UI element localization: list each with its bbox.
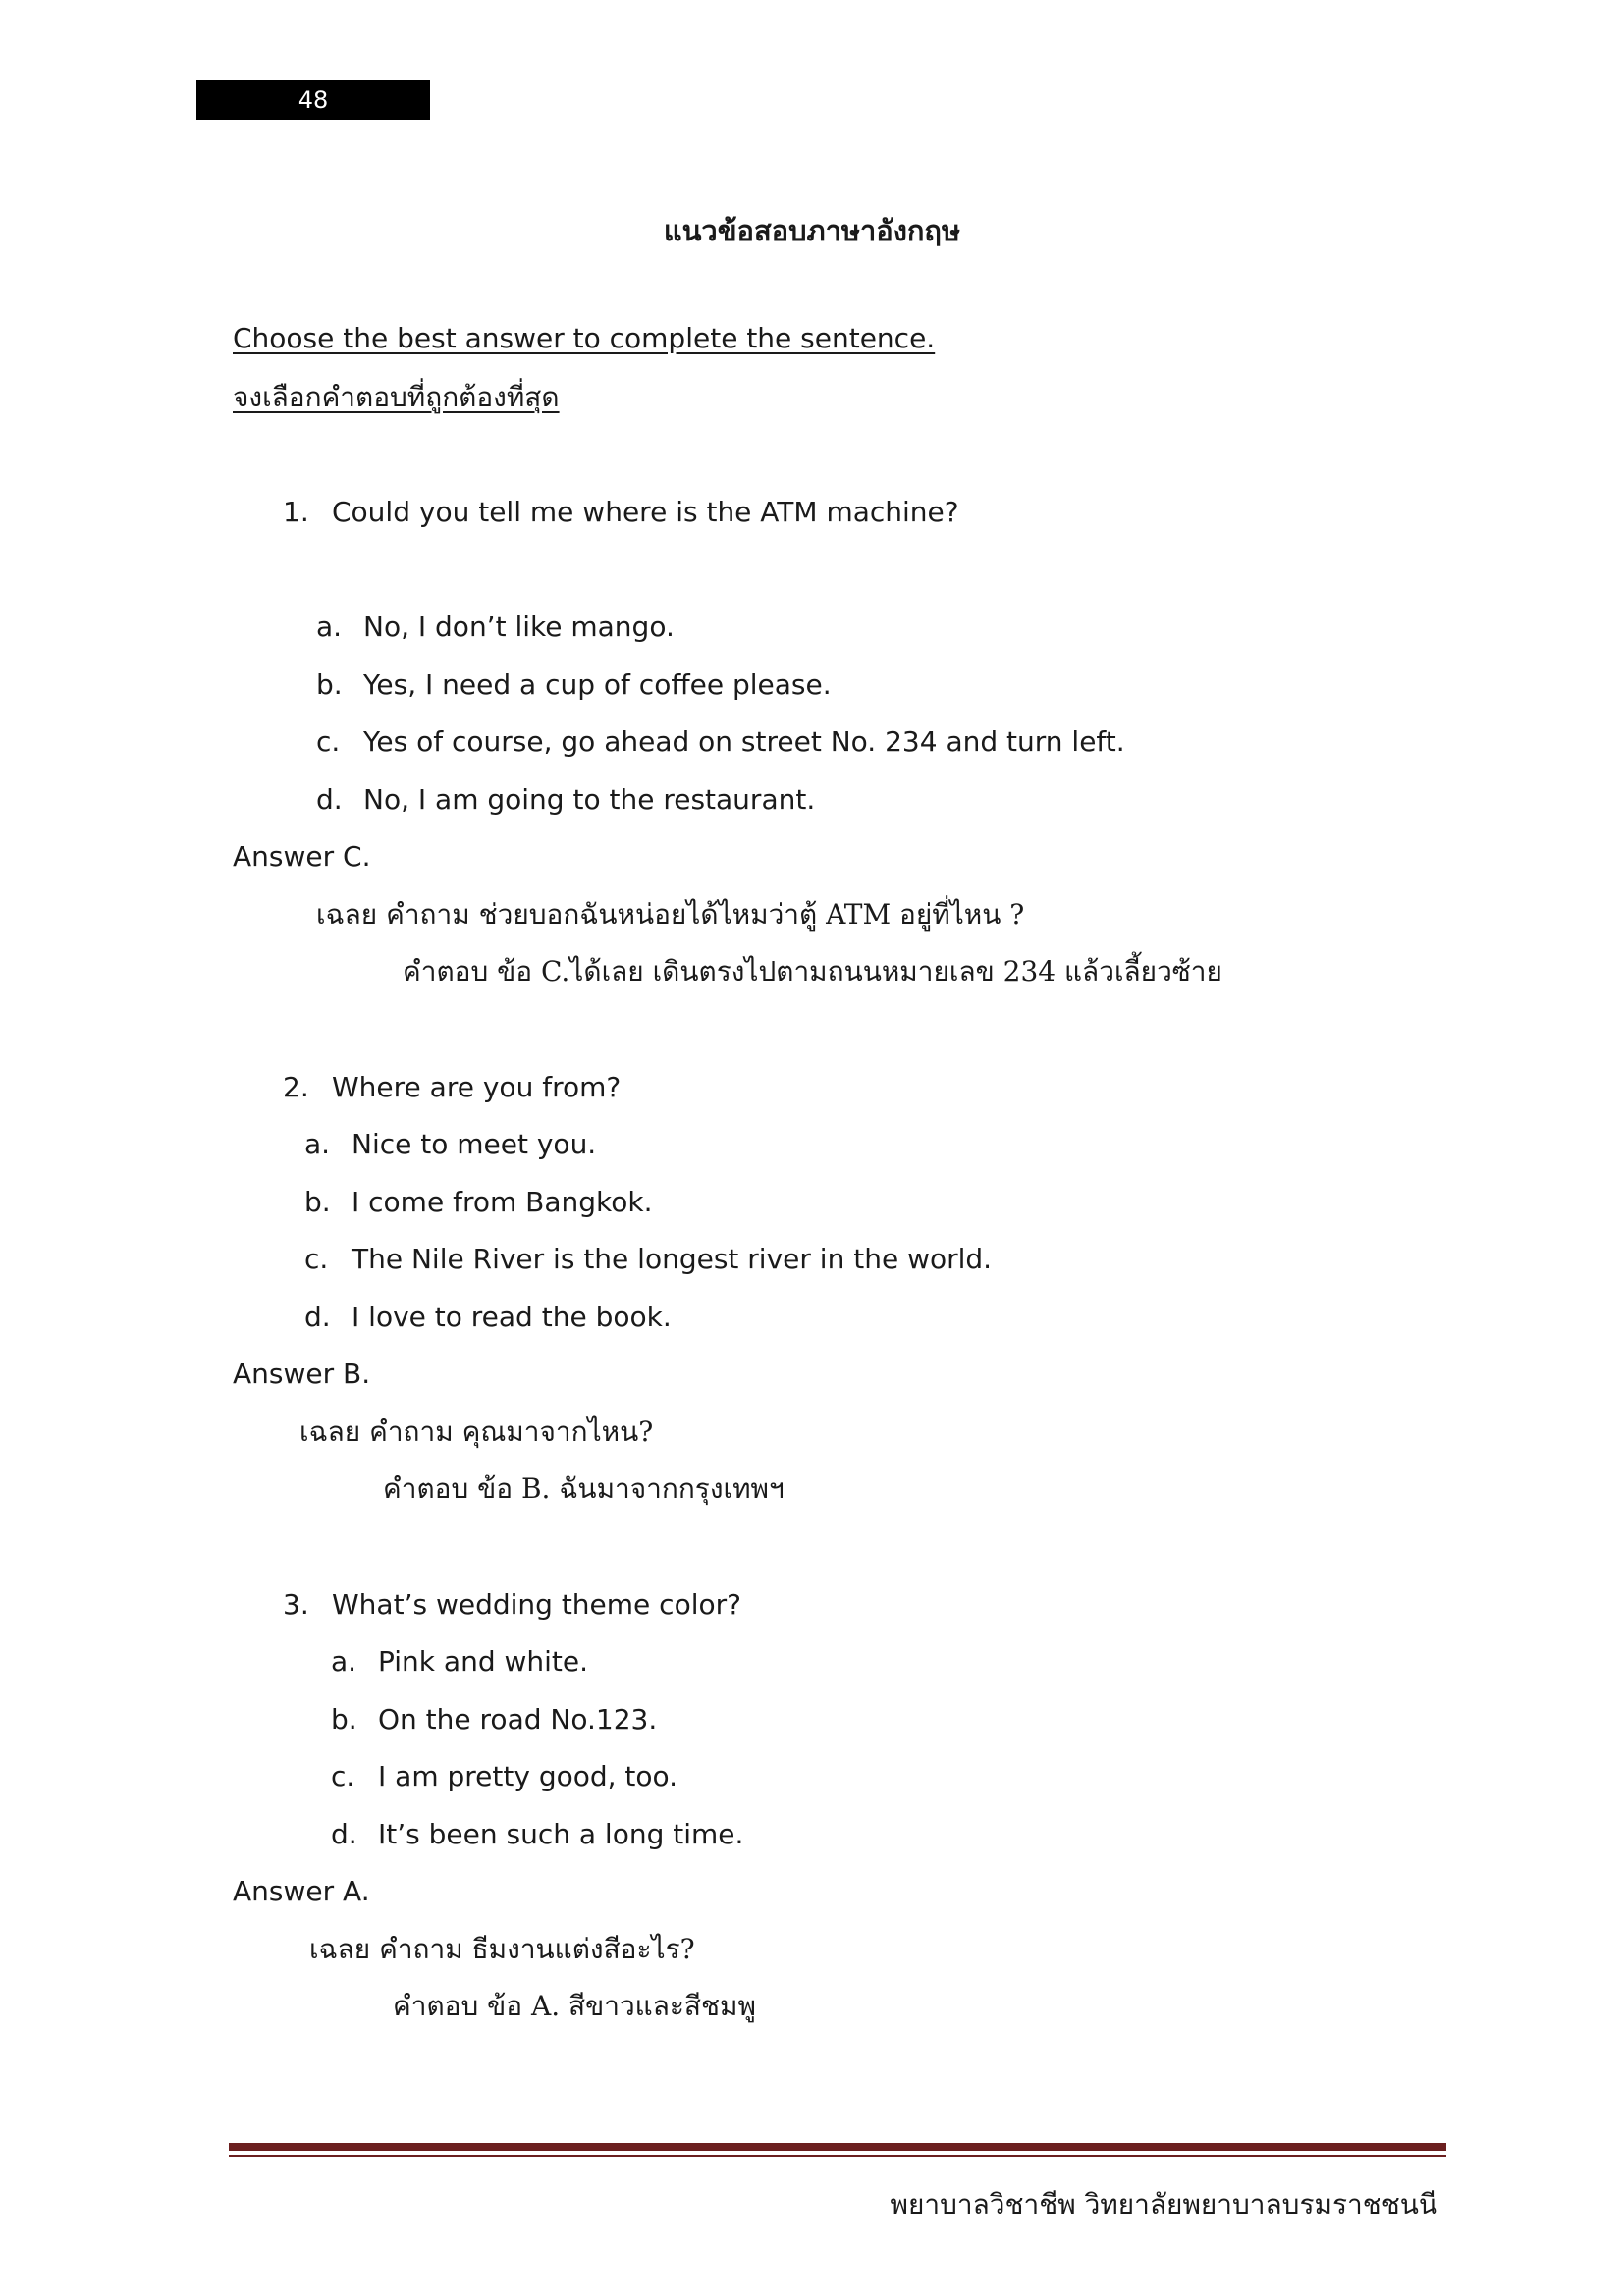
option-label: d. (304, 1301, 331, 1333)
instruction-thai: จงเลือกคำตอบที่ถูกต้องที่สุด (233, 381, 560, 413)
document-title: แนวข้อสอบภาษาอังกฤษ (663, 214, 961, 247)
option-3d (331, 1815, 743, 1854)
explain-question-2: เฉลย คำถาม คุณมาจากไหน? (299, 1415, 654, 1448)
option-text: Yes, I need a cup of coffee please. (363, 668, 832, 701)
option-text: No, I don’t like mango. (363, 611, 675, 643)
option-text: Yes of course, go ahead on street No. 234 and turn left. (363, 725, 1125, 758)
question-number: 1. (283, 496, 309, 528)
option-2c (304, 1240, 992, 1279)
question-number: 2. (283, 1071, 309, 1103)
answer-3: Answer A. (233, 1875, 370, 1907)
option-text: I love to read the book. (352, 1301, 672, 1333)
explain-answer-2: คำตอบ ข้อ B. ฉันมาจากกรุงเทพฯ (383, 1472, 785, 1505)
question-text: What’s wedding theme color? (332, 1588, 741, 1621)
option-2b (304, 1183, 653, 1222)
option-text: On the road No.123. (378, 1703, 658, 1735)
explain-question-1: เฉลย คำถาม ช่วยบอกฉันหน่อยได้ไหมว่าตู้ ATM อยู่ที่ไหน ? (316, 898, 1025, 931)
option-label: b. (331, 1703, 357, 1735)
explain-answer-1: คำตอบ ข้อ C.ได้เลย เดินตรงไปตามถนนหมายเลข 234 แล้วเลี้ยวซ้าย (403, 955, 1222, 988)
option-3b (331, 1700, 657, 1739)
answer-1: Answer C. (233, 840, 371, 873)
option-text: No, I am going to the restaurant. (363, 783, 816, 816)
option-1c (316, 722, 1125, 762)
option-1a (316, 608, 675, 647)
option-text: Pink and white. (378, 1645, 589, 1678)
option-text: I come from Bangkok. (352, 1186, 653, 1218)
question-2 (283, 1068, 621, 1107)
option-text: It’s been such a long time. (378, 1818, 744, 1850)
question-text: Could you tell me where is the ATM machine? (332, 496, 959, 528)
instruction-english: Choose the best answer to complete the sentence. (233, 322, 936, 354)
question-1 (283, 493, 959, 532)
footer-divider-thin (229, 2155, 1446, 2157)
option-label: c. (316, 725, 341, 758)
answer-2: Answer B. (233, 1358, 371, 1390)
question-text: Where are you from? (332, 1071, 622, 1103)
option-3a (331, 1642, 588, 1682)
option-text: Nice to meet you. (352, 1128, 597, 1160)
option-label: b. (316, 668, 343, 701)
option-label: c. (304, 1243, 329, 1275)
option-label: a. (304, 1128, 331, 1160)
option-label: c. (331, 1760, 355, 1792)
option-label: b. (304, 1186, 331, 1218)
option-label: d. (316, 783, 343, 816)
footer-text: พยาบาลวิชาชีพ วิทยาลัยพยาบาลบรมราชชนนี (890, 2188, 1437, 2220)
question-3 (283, 1585, 741, 1625)
explain-answer-3: คำตอบ ข้อ A. สีขาวและสีชมพู (393, 1990, 756, 2022)
option-3c (331, 1757, 677, 1796)
option-2d (304, 1298, 672, 1337)
option-label: d. (331, 1818, 357, 1850)
option-text: I am pretty good, too. (378, 1760, 678, 1792)
question-number: 3. (283, 1588, 309, 1621)
option-label: a. (331, 1645, 357, 1678)
explain-question-3: เฉลย คำถาม ธีมงานแต่งสีอะไร? (309, 1933, 695, 1965)
option-2a (304, 1125, 596, 1164)
option-1b (316, 666, 832, 705)
option-1d (316, 780, 815, 820)
page-number: 48 (298, 86, 329, 114)
option-label: a. (316, 611, 343, 643)
option-text: The Nile River is the longest river in the world. (352, 1243, 993, 1275)
footer-divider (229, 2143, 1446, 2151)
